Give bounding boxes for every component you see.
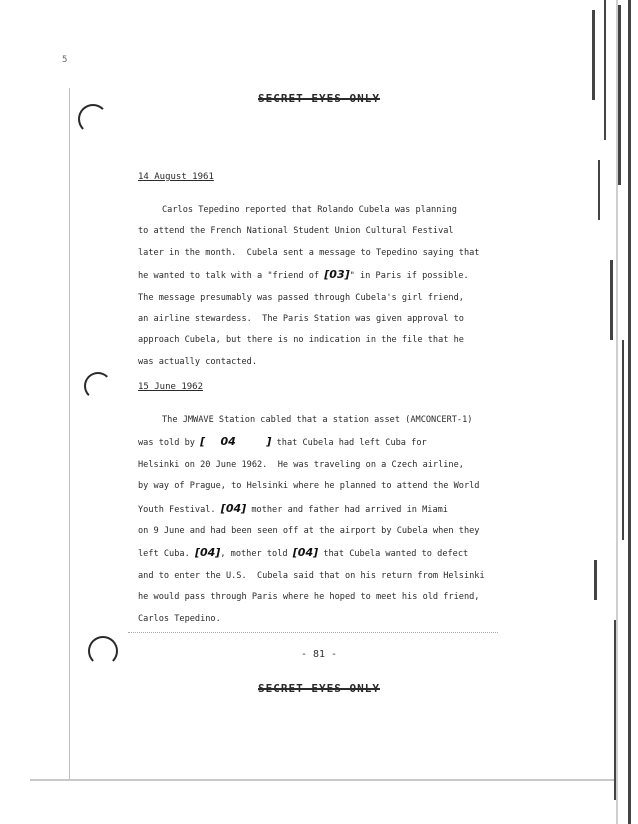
scan-noise-edge [584,0,638,824]
text-fragment: " in Paris if possible. [349,271,469,282]
corner-mark: 5 [62,55,68,65]
text-line: and to enter the U.S. Cubela said that on his return from Helsinki [138,570,485,581]
paragraph-1962 [138,410,493,630]
text-line: he would pass through Paris where he hoped to meet his old friend, [138,592,480,603]
handwritten-redaction-04: [04] [220,501,247,515]
text-line [138,264,493,287]
text-line: Carlos Tepedino. [138,613,221,624]
text-line: The message presumably was passed through Cubela's girl friend, [138,292,464,303]
text-line: approach Cubela, but there is no indication in the file that he [138,335,464,346]
text-line: was actually contacted. [138,356,257,367]
text-fragment: left Cuba. [138,549,190,560]
section-date-1961: 14 August 1961 [138,172,214,182]
text-fragment: Youth Festival. [138,504,216,515]
text-line: an airline stewardess. The Paris Station was given approval to [138,314,464,325]
handwritten-redaction-04: [04] [292,546,319,560]
bottom-edge-line [30,779,614,781]
left-edge-line [69,88,70,780]
handwritten-redaction-03: [03] [324,268,350,282]
text-line: on 9 June and had been seen off at the airport by Cubela when they [138,526,480,537]
punch-hole-top [78,104,108,134]
text-line: by way of Prague, to Helsinki where he planned to attend the World [138,481,480,492]
text-line [138,542,493,565]
text-line [138,431,493,454]
text-line: later in the month. Cubela sent a message to Tepedino saying that [138,247,480,258]
text-fragment: that Cubela had left Cuba for [276,438,427,449]
text-line: The JMWAVE Station cabled that a station asset (AMCONCERT-1) [162,415,473,425]
classification-footer: SECRET EYES ONLY [258,682,380,695]
punch-hole-middle [84,372,112,400]
page-number: - 81 - [300,649,338,660]
text-line: to attend the French National Student Union Cultural Festival [138,226,454,237]
handwritten-redaction-04: [ 04 ] [200,435,272,449]
text-fragment: , mother told [220,549,288,560]
text-line: Carlos Tepedino reported that Rolando Cubela was planning [162,205,457,215]
text-fragment: mother and father had arrived in Miami [251,504,448,515]
text-line [138,498,493,521]
classification-header: SECRET EYES ONLY [258,92,380,105]
handwritten-redaction-04: [04] [194,546,221,560]
right-edge-line [616,0,618,824]
page-divider [128,632,498,634]
paragraph-1961 [138,200,493,373]
text-fragment: was told by [138,438,195,449]
section-date-1962: 15 June 1962 [138,382,204,392]
text-line: Helsinki on 20 June 1962. He was traveling on a Czech airline, [138,459,464,470]
text-fragment: that Cubela wanted to defect [323,549,469,560]
text-fragment: he wanted to talk with a "friend of [138,271,320,282]
